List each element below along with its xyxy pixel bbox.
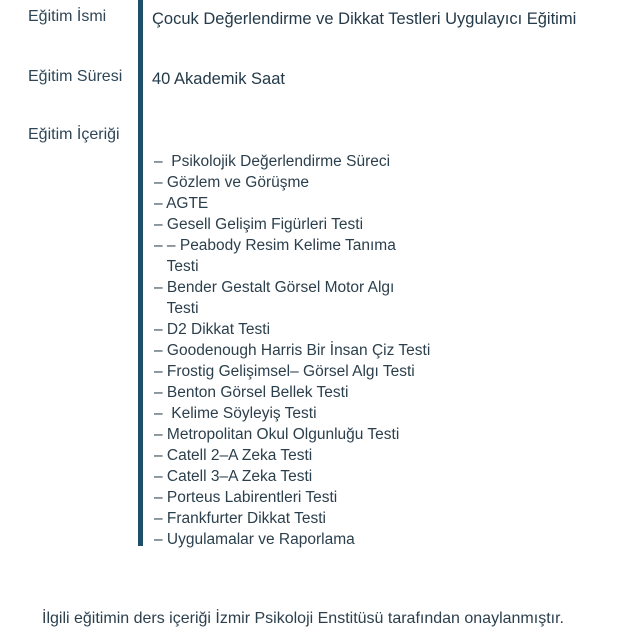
content-list-item: – Kelime Söyleyiş Testi: [154, 405, 317, 422]
training-duration-label: Eğitim Süresi: [28, 68, 123, 85]
vertical-divider: [138, 0, 143, 546]
content-list-item: – Psikolojik Değerlendirme Süreci: [154, 153, 391, 170]
training-duration-value: 40 Akademik Saat: [152, 70, 285, 88]
content-list-item: – Gesell Gelişim Figürleri Testi: [154, 216, 364, 233]
content-list-item: – AGTE: [154, 195, 209, 212]
content-list-item: – Bender Gestalt Görsel Motor Algı Testi: [154, 279, 395, 317]
content-list-item: – Porteus Labirentleri Testi: [154, 489, 338, 506]
approval-note: İlgili eğitimin ders içeriği İzmir Psikoloji Enstitüsü tarafından onaylanmıştır.: [42, 610, 564, 627]
content-list-item: – Uygulamalar ve Raporlama: [154, 531, 355, 548]
training-name-value: Çocuk Değerlendirme ve Dikkat Testleri Uygulayıcı Eğitimi: [152, 10, 577, 28]
content-list-item: – Frankfurter Dikkat Testi: [154, 510, 326, 527]
content-list-item: – Frostig Gelişimsel– Görsel Algı Testi: [154, 363, 415, 380]
content-list-item: – Benton Görsel Bellek Testi: [154, 384, 349, 401]
content-list-item: – Goodenough Harris Bir İnsan Çiz Testi: [154, 342, 431, 359]
content-list-item: – Catell 2–A Zeka Testi: [154, 447, 313, 464]
content-list-item: – – Peabody Resim Kelime Tanıma Testi: [154, 237, 396, 275]
content-list-item: – Gözlem ve Görüşme: [154, 174, 310, 191]
content-list-item: – Metropolitan Okul Olgunluğu Testi: [154, 426, 400, 443]
training-name-label: Eğitim İsmi: [28, 8, 107, 25]
content-list-item: – Catell 3–A Zeka Testi: [154, 468, 313, 485]
training-content-label: Eğitim İçeriği: [28, 126, 120, 143]
training-content-list: [154, 151, 430, 550]
content-list-item: – D2 Dikkat Testi: [154, 321, 271, 338]
